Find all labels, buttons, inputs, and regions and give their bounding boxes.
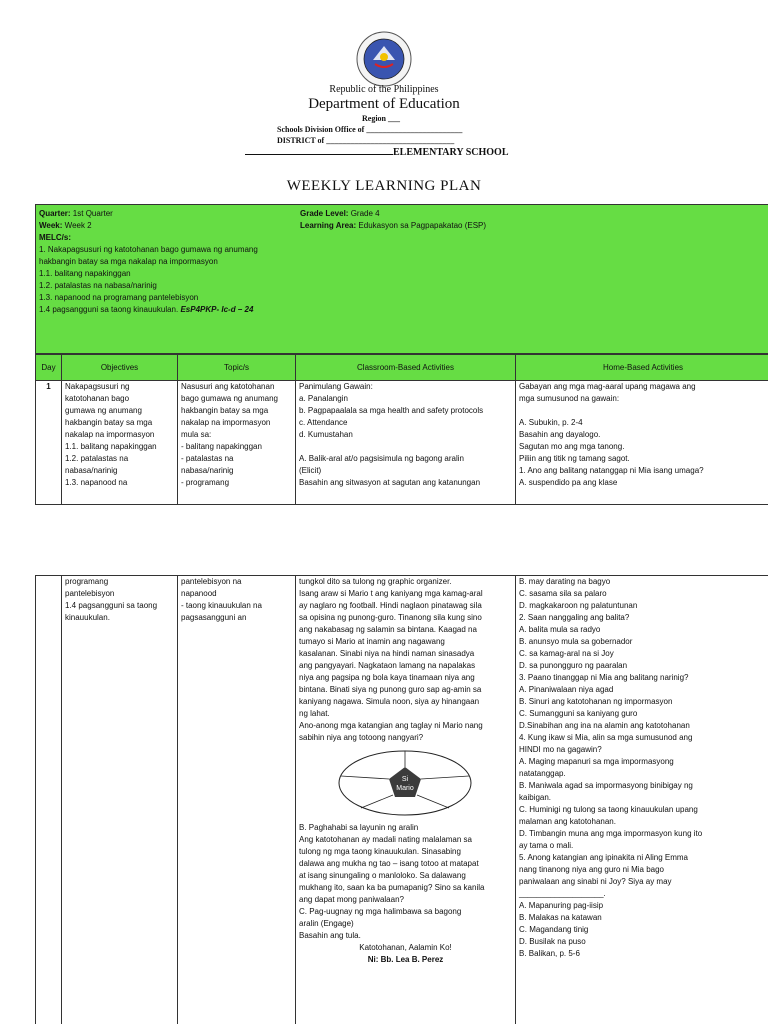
text-line: mga sumusunod na gawain: bbox=[519, 394, 620, 403]
classroom-text-b bbox=[299, 822, 512, 942]
text-line: Nakapagsusuri ng bbox=[65, 382, 130, 391]
text-line: B. Paghahabi sa layunin ng aralin bbox=[299, 823, 419, 832]
text-line: ang nakabasag ng salamin sa bintana. Kaagad na bbox=[299, 625, 477, 634]
text-line: A. Maging mapanuri sa mga impormasyong bbox=[519, 757, 674, 766]
text-line: kaibigan. bbox=[519, 793, 552, 802]
text-line: kaniyang nagawa. Simula noon, siya ay hinangaan bbox=[299, 697, 480, 706]
text-line: D. Timbangin muna ang mga impormasyon kung ito bbox=[519, 829, 703, 838]
text-line: C. Magandang tinig bbox=[519, 925, 589, 934]
header-home-activities: Home-Based Activities bbox=[516, 355, 768, 381]
school-line bbox=[245, 147, 509, 158]
graphic-organizer-diagram bbox=[335, 748, 475, 818]
text-line: hakbangin batay sa mga bbox=[65, 418, 153, 427]
text-line: Nasusuri ang katotohanan bbox=[181, 382, 275, 391]
text-line: 1. Nakapagsusuri ng katotohanan bago gumawa ng anumang bbox=[39, 245, 258, 254]
plan-info-box bbox=[35, 204, 768, 354]
text-line: a. Panalangin bbox=[299, 394, 348, 403]
text-line: D.Sinabihan ang ina na alamin ang katotohanan bbox=[519, 721, 690, 730]
poem-title: Katotohanan, Aalamin Ko! bbox=[359, 943, 452, 952]
text-line: sabihin niya ang totoong nangyari? bbox=[299, 733, 424, 742]
text-line: malaman ang katotohanan. bbox=[519, 817, 616, 826]
text-line: 1.3. napanood na programang pantelebisyon bbox=[39, 293, 199, 302]
header-classroom-activities: Classroom-Based Activities bbox=[296, 355, 516, 381]
text-line: napanood bbox=[181, 589, 217, 598]
text-line: ay naglaro ng football. Hindi naglaon pinatawag sila bbox=[299, 601, 482, 610]
plan-info-right bbox=[300, 208, 700, 232]
text-line: D. magkakaroon ng palatuntunan bbox=[519, 601, 638, 610]
text-line: tungkol dito sa tulong ng graphic organizer. bbox=[299, 577, 452, 586]
text-line: Sagutan mo ang mga tanong. bbox=[519, 442, 625, 451]
text-line: 1.1. balitang napakinggan bbox=[39, 269, 131, 278]
plan-table-part-2 bbox=[35, 575, 768, 1024]
table-row bbox=[36, 381, 768, 505]
text-line: Isang araw si Mario t ang kaniyang mga kamag-aral bbox=[299, 589, 483, 598]
text-line: pagsasangguni an bbox=[181, 613, 247, 622]
home-cell-continued bbox=[516, 576, 768, 1024]
text-line: 1.3. napanood na bbox=[65, 478, 128, 487]
page-title: WEEKLY LEARNING PLAN bbox=[286, 178, 482, 194]
department-line: Department of Education bbox=[308, 96, 460, 112]
text-line: C. sa kamag-aral na si Joy bbox=[519, 649, 614, 658]
text-line: aralin (Engage) bbox=[299, 919, 354, 928]
text-line: 3. Paano tinanggap ni Mia ang balitang narinig? bbox=[519, 673, 689, 682]
text-line: katotohanan bago bbox=[65, 394, 130, 403]
melcs-label: MELC/s: bbox=[39, 233, 71, 242]
text-line: C. Huminigi ng tulong sa taong kinauukulan upang bbox=[519, 805, 698, 814]
text-line: ang dapat mong paniwalaan? bbox=[299, 895, 404, 904]
topics-cell bbox=[178, 381, 296, 505]
week-label: Week: bbox=[39, 221, 63, 230]
text-line: niya ang pagsipa ng bola kaya tinamaan niya ang bbox=[299, 673, 475, 682]
school-name-blank bbox=[245, 147, 393, 155]
text-line: mukhang ito, saan ka ba pumapanig? Sino sa kanila bbox=[299, 883, 485, 892]
text-line: A. Pinaniwalaan niya agad bbox=[519, 685, 614, 694]
text-line: A. suspendido pa ang klase bbox=[519, 478, 618, 487]
grade-value: Grade 4 bbox=[350, 209, 380, 218]
text-line: B. anunsyo mula sa gobernador bbox=[519, 637, 633, 646]
text-line: A. Subukin, p. 2-4 bbox=[519, 418, 583, 427]
text-line: b. Pagpapaalala sa mga health and safety protocols bbox=[299, 406, 484, 415]
text-line bbox=[519, 405, 767, 417]
text-line: ___________________. bbox=[519, 889, 606, 898]
text-line: B. Balikan, p. 5-6 bbox=[519, 949, 580, 958]
text-line: ng lahat. bbox=[299, 709, 330, 718]
text-line: B. Sinuri ang katotohanan ng impormasyon bbox=[519, 697, 673, 706]
division-line: Schools Division Office of ________________________ bbox=[277, 125, 463, 134]
region-line: Region ___ bbox=[362, 114, 400, 123]
table-header-row bbox=[36, 355, 768, 381]
objectives-cell-continued bbox=[62, 576, 178, 1024]
text-line: nakalap na impormasyon bbox=[65, 430, 155, 439]
text-line: D. Busilak na puso bbox=[519, 937, 586, 946]
classroom-text-a bbox=[299, 576, 512, 744]
header-day: Day bbox=[36, 355, 62, 381]
text-line: hakbangin batay sa mga nakalap na impormasyon bbox=[39, 257, 218, 266]
text-line: nakalap na impormasyon bbox=[181, 418, 271, 427]
text-line: pantelebisyon bbox=[65, 589, 115, 598]
text-line: bago gumawa ng anumang bbox=[181, 394, 278, 403]
melc-last: 1.4 pagsangguni sa taong kinauukulan. bbox=[39, 305, 179, 314]
text-line: 1.1. balitang napakinggan bbox=[65, 442, 157, 451]
text-line: C. Sumangguni sa kaniyang guro bbox=[519, 709, 638, 718]
text-line: programang bbox=[65, 577, 109, 586]
diagram-label-mario: Mario bbox=[396, 785, 414, 792]
text-line: nabasa/narinig bbox=[181, 466, 234, 475]
text-line: dalawa ang mukha ng tao – isang totoo at matapat bbox=[299, 859, 479, 868]
text-line: 1.2. patalastas na nabasa/narinig bbox=[39, 281, 157, 290]
school-label: ELEMENTARY SCHOOL bbox=[393, 147, 509, 158]
text-line: 1.2. patalastas na bbox=[65, 454, 129, 463]
text-line: 2. Saan nanggaling ang balita? bbox=[519, 613, 630, 622]
text-line: - balitang napakinggan bbox=[181, 442, 262, 451]
plan-info-left bbox=[39, 208, 329, 316]
objectives-cell bbox=[62, 381, 178, 505]
melc-code: EsP4PKP- Ic-d – 24 bbox=[180, 305, 254, 314]
area-value: Edukasyon sa Pagpapakatao (ESP) bbox=[358, 221, 487, 230]
text-line: - programang bbox=[181, 478, 230, 487]
text-line: Basahin ang tula. bbox=[299, 931, 361, 940]
text-line: ay tama o mali. bbox=[519, 841, 574, 850]
text-line: Panimulang Gawain: bbox=[299, 382, 373, 391]
table-row bbox=[36, 576, 768, 1024]
poem-author: Ni: Bb. Lea B. Perez bbox=[367, 955, 444, 964]
text-line: mula sa: bbox=[181, 430, 212, 439]
grade-label: Grade Level: bbox=[300, 209, 349, 218]
header-objectives: Objectives bbox=[62, 355, 178, 381]
text-line: Piliin ang titik ng tamang sagot. bbox=[519, 454, 630, 463]
text-line: pantelebisyon na bbox=[181, 577, 242, 586]
text-line: tulong ng mga taong kinauukulan. Sinasabing bbox=[299, 847, 461, 856]
quarter-value: 1st Quarter bbox=[72, 209, 113, 218]
text-line: D. sa punongguro ng paaralan bbox=[519, 661, 628, 670]
text-line: natatanggap. bbox=[519, 769, 566, 778]
diagram-label-si: Si bbox=[401, 776, 409, 783]
text-line: Basahin ang sitwasyon at sagutan ang katanungan bbox=[299, 478, 481, 487]
home-cell bbox=[516, 381, 768, 505]
quarter-label: Quarter: bbox=[39, 209, 71, 218]
text-line: 4. Kung ikaw si Mia, alin sa mga sumusunod ang bbox=[519, 733, 693, 742]
text-line: 1. Ano ang balitang natanggap ni Mia isang umaga? bbox=[519, 466, 704, 475]
text-line: B. Malakas na katawan bbox=[519, 913, 602, 922]
text-line: nabasa/narinig bbox=[65, 466, 118, 475]
topics-cell-continued bbox=[178, 576, 296, 1024]
text-line: 5. Anong katangian ang ipinakita ni Aling Emma bbox=[519, 853, 689, 862]
day-cell-continued bbox=[36, 576, 62, 1024]
text-line: HINDI mo na gagawin? bbox=[519, 745, 602, 754]
text-line: c. Attendance bbox=[299, 418, 348, 427]
text-line: A. Mapanuring pag-iisip bbox=[519, 901, 604, 910]
text-line: B. may darating na bagyo bbox=[519, 577, 611, 586]
text-line: - patalastas na bbox=[181, 454, 234, 463]
area-label: Learning Area: bbox=[300, 221, 357, 230]
text-line: tumayo si Mario at inamin ang nagawang bbox=[299, 637, 445, 646]
text-line: C. sasama sila sa palaro bbox=[519, 589, 607, 598]
text-line: paniwalaan ang sinabi ni Joy? Siya ay may bbox=[519, 877, 672, 886]
text-line: C. Pag-uugnay ng mga halimbawa sa bagong bbox=[299, 907, 462, 916]
text-line: at isang sinungaling o manloloko. Sa dalawang bbox=[299, 871, 466, 880]
text-line: gumawa ng anumang bbox=[65, 406, 142, 415]
text-line: - taong kinauukulan na bbox=[181, 601, 262, 610]
plan-table-part-1 bbox=[35, 354, 768, 505]
classroom-cell-continued bbox=[296, 576, 516, 1024]
deped-seal-icon bbox=[353, 30, 415, 88]
text-line: Basahin ang dayalogo. bbox=[519, 430, 601, 439]
header-topics: Topic/s bbox=[178, 355, 296, 381]
text-line: kasalanan. Sinabi niya na hindi naman sinasadya bbox=[299, 649, 475, 658]
text-line: d. Kumustahan bbox=[299, 430, 353, 439]
text-line: B. Maniwala agad sa impormasyong binibigay ng bbox=[519, 781, 693, 790]
text-line: hakbangin batay sa mga bbox=[181, 406, 269, 415]
text-line: bintana. Binati siya ng punong guro sap ag-amin sa bbox=[299, 685, 482, 694]
melc-list bbox=[39, 244, 329, 304]
text-line: kinauukulan. bbox=[65, 613, 110, 622]
text-line: A. balita mula sa radyo bbox=[519, 625, 601, 634]
text-line: nang tinanong niya ang guro ni Mia bago bbox=[519, 865, 664, 874]
text-line: ang pangyayari. Nagkataon lamang na napalakas bbox=[299, 661, 476, 670]
text-line: 1.4 pagsangguni sa taong bbox=[65, 601, 158, 610]
classroom-cell bbox=[296, 381, 516, 505]
week-value: Week 2 bbox=[64, 221, 92, 230]
text-line: Ano-anong mga katangian ang taglay ni Mario nang bbox=[299, 721, 483, 730]
district-line: DISTRICT of ________________________________ bbox=[277, 136, 455, 145]
text-line: Ang katotohanan ay madali nating malalaman sa bbox=[299, 835, 472, 844]
republic-line: Republic of the Philippines bbox=[329, 84, 439, 95]
text-line: Gabayan ang mga mag-aaral upang magawa ang bbox=[519, 382, 696, 391]
text-line: sa opisina ng punong-guro. Tinanong sila kung sino bbox=[299, 613, 482, 622]
text-line: (Elicit) bbox=[299, 466, 322, 475]
text-line: A. Balik-aral at/o pagsisimula ng bagong aralin bbox=[299, 454, 464, 463]
text-line bbox=[299, 441, 512, 453]
day-cell: 1 bbox=[36, 381, 62, 505]
